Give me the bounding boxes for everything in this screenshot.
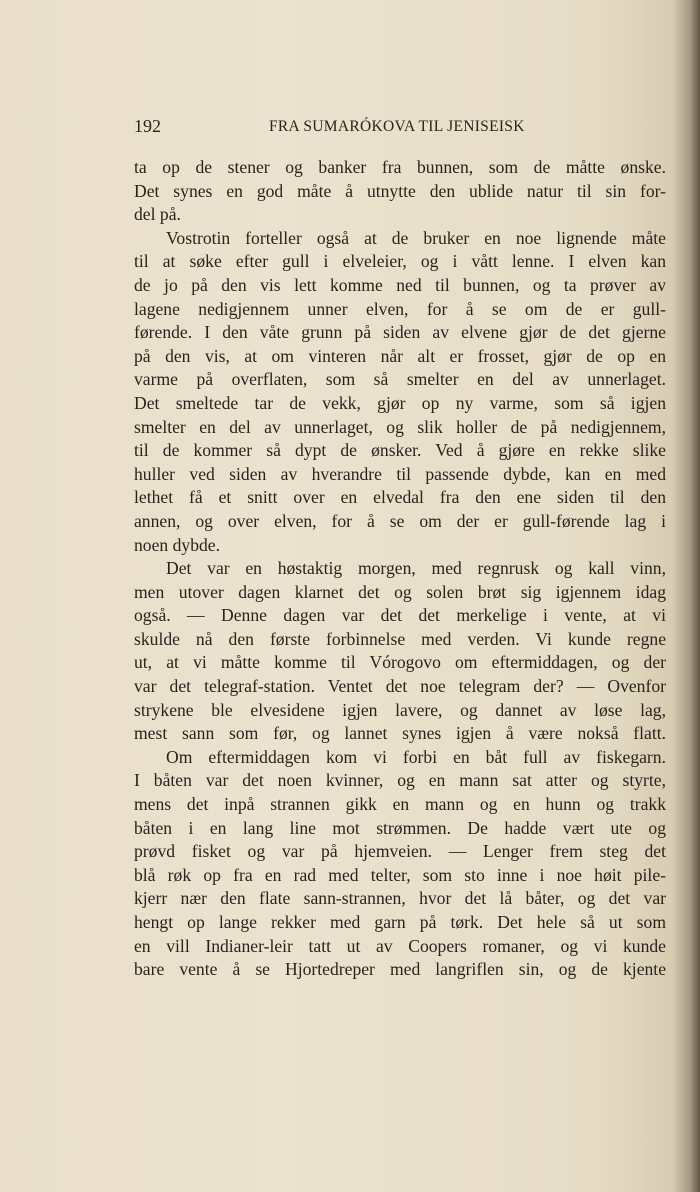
page-number: 192 xyxy=(134,116,161,136)
text-line: Vostrotin forteller også at de bruker en noe lignende måte xyxy=(166,227,666,248)
text-line: en vill Indianer-leir tatt ut av Coopers romaner, og vi kunde xyxy=(134,935,666,956)
text-line: lagene nedigjennem unner elven, for å se om de er gull- xyxy=(134,298,666,319)
page-edge-shadow xyxy=(690,0,700,1192)
text-line: til at søke efter gull i elveleier, og i vått lenne. I elven kan xyxy=(134,251,666,272)
text-line: Det synes en god måte å utnytte den ublide natur til sin for- xyxy=(134,180,666,201)
text-line: noen dybde. xyxy=(134,534,220,555)
text-line: hengt op lange rekker med garn på tørk. Det hele så ut som xyxy=(134,912,666,932)
running-title: FRA SUMARÓKOVA TIL JENISEISK xyxy=(269,118,525,135)
text-line: men utover dagen klarnet det og solen brøt sig igjennem idag xyxy=(134,581,666,602)
text-line: var det telegraf-station. Ventet det noe telegram der? — Ovenfor xyxy=(134,676,666,697)
text-line: de jo på den vis lett komme ned til bunnen, og ta prøver av xyxy=(134,274,666,295)
text-line: Det smeltede tar de vekk, gjør op ny varme, som så igjen xyxy=(134,392,666,413)
text-line: varme på overflaten, som så smelter en del av unnerlaget. xyxy=(134,369,666,390)
text-line: mens det inpå strannen gikk en mann og en hunn og trakk xyxy=(134,794,666,815)
text-line: Det var en høstaktig morgen, med regnrusk og kall vinn, xyxy=(166,558,666,579)
text-line: annen, og over elven, for å se om der er gull-førende lag i xyxy=(134,510,666,531)
text-line: ta op de stener og banker fra bunnen, som de måtte ønske. xyxy=(134,157,666,177)
text-line: til de kommer så dypt de ønsker. Ved å gjøre en rekke slike xyxy=(134,440,666,461)
text-line: lethet få et snitt over en elvedal fra den ene siden til den xyxy=(134,487,666,508)
text-line: del på. xyxy=(134,204,181,225)
body-text xyxy=(134,156,666,982)
text-line: mest sann som før, og lannet synes igjen å være nokså flatt. xyxy=(134,723,666,744)
text-line: båten i en lang line mot strømmen. De hadde vært ute og xyxy=(134,817,666,838)
text-line: prøvd fisket og var på hjemveien. — Lenger frem steg det xyxy=(134,841,666,862)
text-line: på den vis, at om vinteren når alt er frosset, gjør de op en xyxy=(134,345,666,366)
text-line: Om eftermiddagen kom vi forbi en båt full av fiskegarn. xyxy=(166,746,666,767)
text-line: kjerr nær den flate sann-strannen, hvor det lå båter, og det var xyxy=(134,888,666,909)
text-line: ut, at vi måtte komme til Vórogovo om eftermiddagen, og der xyxy=(134,652,666,673)
text-line: blå røk op fra en rad med telter, som sto inne i noe høit pile- xyxy=(134,864,666,885)
text-line: huller ved siden av hverandre til passende dybde, kan en med xyxy=(134,463,666,484)
text-line: I båten var det noen kvinner, og en mann sat atter og styrte, xyxy=(134,770,666,791)
text-line: førende. I den våte grunn på siden av elvene gjør de det gjerne xyxy=(134,322,666,343)
page-header xyxy=(134,116,666,140)
text-line: bare vente å se Hjortedreper med langriflen sin, og de kjente xyxy=(134,959,666,980)
text-line: skulde nå den første forbinnelse med verden. Vi kunde regne xyxy=(134,628,666,649)
text-line: smelter en del av unnerlaget, og slik holler de på nedigjennem, xyxy=(134,416,666,437)
text-line: strykene ble elvesidene igjen lavere, og dannet av løse lag, xyxy=(134,699,666,720)
text-line: også. — Denne dagen var det det merkelige i vente, at vi xyxy=(134,605,666,626)
